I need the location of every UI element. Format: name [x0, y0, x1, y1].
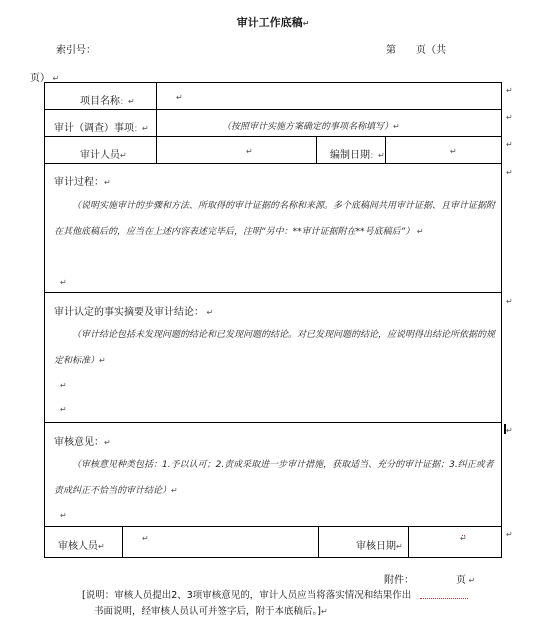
prepared-date-label: 编制日期：↵ [330, 150, 385, 161]
audit-process-hint[interactable]: （说明实施审计的步骤和方法、所取得的审计证据的名称和来源。多个底稿间共用审计证据、且审计证据附在其他底稿后的，应当在上述内容表述完毕后，注明“另中：**审计证据附在**号底稿后”） ↵ [54, 201, 496, 237]
paragraph-mark: ↵ [60, 511, 67, 520]
paragraph-mark: ↵ [60, 405, 67, 414]
column-divider [408, 526, 409, 558]
column-divider [318, 526, 319, 558]
paragraph-mark: ↵ [60, 278, 67, 287]
row-end-mark: ↵ [506, 168, 513, 177]
facts-conclusion-label: 审计认定的事实摘要及审计结论： ↵ [54, 307, 214, 318]
row-end-mark: ↵ [506, 530, 513, 539]
row-end-mark: ↵ [506, 113, 513, 122]
proofing-underline [420, 598, 468, 599]
column-divider [156, 109, 157, 136]
proofing-marker [462, 532, 465, 536]
row-end-mark: ↵ [506, 297, 513, 306]
attachment-pages: 页 ↵ [456, 575, 476, 586]
prepared-date-field[interactable]: ↵ [450, 147, 457, 156]
paragraph-mark: ↵ [60, 381, 67, 390]
index-number-label: 索引号： [56, 45, 96, 56]
column-divider [316, 136, 317, 163]
table-resize-handle[interactable] [504, 424, 506, 434]
project-name-label: 项目名称：↵ [80, 96, 135, 107]
audit-item-label: 审计（调查）事项：↵ [54, 123, 149, 134]
column-divider [122, 526, 123, 558]
row-end-mark: ↵ [506, 140, 513, 149]
row-divider [44, 292, 502, 293]
row-divider [44, 163, 502, 164]
audit-process-label: 审计过程：↵ [54, 177, 111, 188]
note-line-1: [说明：审核人员提出2、3项审核意见的，审计人员应当将落实情况和结果作出 [82, 590, 412, 601]
review-date-field[interactable]: ↵ [460, 534, 467, 543]
row-divider [44, 136, 502, 137]
review-opinion-hint[interactable]: （审核意见种类包括：1.予以认可；2.责成采取进一步审计措施，获取适当、充分的审计证据；3.纠正或者责成纠正不恰当的审计结论）↵ [54, 460, 494, 496]
reviewer-field[interactable]: ↵ [142, 534, 149, 543]
review-opinion-label: 审核意见：↵ [54, 437, 111, 448]
attachment-label: 附件： [384, 575, 414, 586]
review-date-label: 审核日期↵ [356, 541, 403, 552]
column-divider [156, 82, 157, 109]
row-divider [44, 526, 502, 527]
project-name-field[interactable]: ↵ [176, 93, 183, 102]
reviewer-label: 审核人员↵ [58, 541, 105, 552]
row-divider [44, 422, 502, 423]
audit-item-hint[interactable]: （按照审计实施方案确定的事项名称填写）↵ [222, 122, 400, 132]
auditor-label: 审计人员↵ [80, 150, 127, 161]
page-number-tail: 页） ↵ [30, 73, 60, 84]
page-number-label: 第 页（共 [386, 45, 446, 56]
column-divider [156, 136, 157, 163]
row-end-mark: ↵ [506, 426, 513, 435]
auditor-field[interactable]: ↵ [246, 147, 253, 156]
row-divider [44, 109, 502, 110]
column-divider [385, 136, 386, 163]
row-end-mark: ↵ [506, 86, 513, 95]
document-title: 审计工作底稿↵ [236, 16, 310, 29]
facts-conclusion-hint[interactable]: （审计结论包括未发现问题的结论和已发现问题的结论。对已发现问题的结论，应说明得出结论所依据的规定和标准）↵ [54, 330, 496, 366]
note-line-2: 书面说明，经审核人员认可并签字后，附于本底稿后。]↵ [94, 606, 328, 617]
